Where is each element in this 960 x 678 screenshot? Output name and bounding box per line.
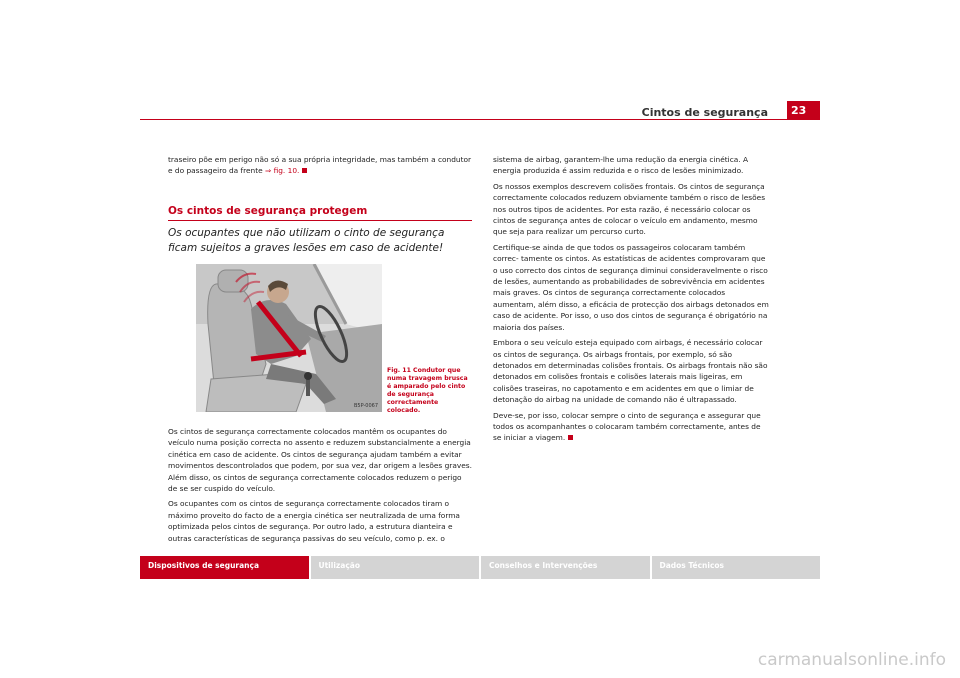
figure-reference-link[interactable]: ⇒ fig. 10. [265,166,300,176]
driver-braking-illustration [196,264,382,412]
figure-driver-seatbelt [196,264,382,412]
end-of-section-mark [302,168,307,173]
body-paragraph: sistema de airbag, garantem-lhe uma redução da energia cinética. A energia produzida é assim reduzida e o risco de lesões minimizado. [493,155,749,176]
body-paragraph: Certifique-se ainda de que todos os passageiros colocaram também correc- tamente os cintos. As estatísticas de acidentes comprovaram que o uso correcto dos cintos de segurança diminui consideravelmente o risco de lesões, aumentando as probabilidades de sobrevivência em acidentes mais graves. Os cintos de segurança correctamente colocados aumentam, além disso, a eficácia de protecção dos airbags detonados em caso de acidente. Por isso, o uso dos cintos de segurança é obrigatório na maioria dos países. [493,242,769,332]
footer-tab-technical-data[interactable]: Dados Técnicos [652,556,821,579]
section-title: Os cintos de segurança protegem [168,205,472,221]
intro-text: traseiro põe em perigo não só a sua própria integridade, mas também a condutor e do passageiro da frente [168,155,472,176]
page-number: 23 [787,101,820,119]
body-paragraph: Embora o seu veículo esteja equipado com airbags, é necessário colocar os cintos de segurança. Os airbags frontais, por exemplo, só são detonados em determinadas colisões frontais. Os airbags frontais não são detonados em colisões frontais e colisões laterais mais ligeiras, em colisões traseiras, no capotamento e em acidentes em que o limiar de detonação do airbag na unidade de comando não é ultrapassado. [493,338,768,405]
right-column-body [493,154,769,448]
end-of-section-mark [568,435,573,440]
header-divider [140,119,820,120]
footer-navigation [140,556,820,579]
footer-tab-safety-devices[interactable]: Dispositivos de segurança [140,556,309,579]
body-paragraph: Os cintos de segurança correctamente colocados mantêm os ocupantes do veículo numa posição correcta no assento e reduzem substancialmente a energia cinética em caso de acidente. Os cintos de segurança ajudam também a evitar movimentos descontrolados que podem, por sua vez, dar origem a lesões graves. Além disso, os cintos de segurança correctamente colocados reduzem o perigo de se ser cuspido do veículo. [168,427,472,494]
intro-paragraph [168,154,472,181]
left-column-body [168,426,472,548]
figure-caption: Fig. 11 Condutor que numa travagem brusca é amparado pelo cinto de segurança correctamente colocado. [387,367,468,414]
page-header-title: Cintos de segurança [641,106,768,119]
section-lead: Os ocupantes que não utilizam o cinto de segurança ficam sujeitos a graves lesões em caso de acidente! [168,227,445,254]
footer-tab-advice-maintenance[interactable]: Conselhos e Intervenções [481,556,650,579]
body-paragraph: Os ocupantes com os cintos de segurança correctamente colocados tiram o máximo proveito do facto de a energia cinética ser neutralizada de uma forma optimizada pelos cintos de segurança. Por outro lado, a estrutura dianteira e outras características de segurança passivas do seu veículo, como p. ex. o [168,499,460,543]
figure-code: B5P-0067 [353,403,378,409]
last-paragraph-text: Deve-se, por isso, colocar sempre o cinto de segurança e assegurar que todos os acompanhantes o colocaram também correctamente, antes de se iniciar a viagem. [493,410,761,443]
watermark-text: carmanualsonline.info [757,650,946,670]
body-paragraph-last [493,410,769,444]
body-paragraph: Os nossos exemplos descrevem colisões frontais. Os cintos de segurança correctamente colocados reduzem obviamente também o risco de lesões nos outros tipos de acidentes. Por esta razão, é necessário colocar os cintos de segurança antes de colocar o veículo em andamento, mesmo que seja para realizar um percurso curto. [493,181,766,237]
footer-tab-operation[interactable]: Utilização [311,556,480,579]
